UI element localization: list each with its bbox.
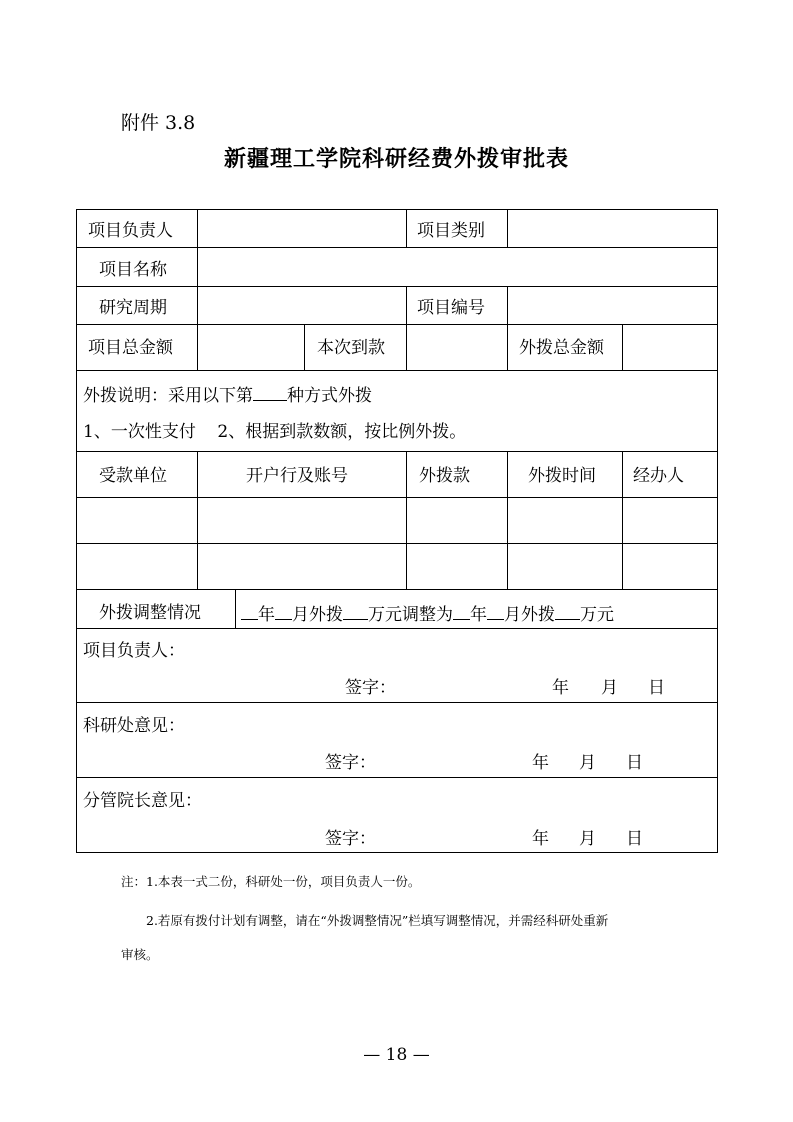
adjust-line	[241, 603, 614, 625]
adjust-to-text: 万元调整为	[368, 605, 453, 625]
project-name-label: 项目名称	[99, 260, 167, 280]
row-divider	[77, 702, 717, 703]
total-amount-label: 项目总金额	[88, 338, 173, 358]
approval-form-table	[76, 209, 718, 853]
research-office-opinion-label: 科研处意见：	[83, 716, 185, 736]
adjust-month-text-2: 月外拨	[504, 605, 555, 625]
research-period-label: 研究周期	[99, 298, 167, 318]
col-divider	[406, 286, 407, 324]
vp-month: 月	[579, 829, 596, 849]
current-arrival-label: 本次到款	[317, 338, 385, 358]
note-line-1: 注：1.本表一式二份，科研处一份，项目负责人一份。	[121, 874, 421, 889]
col-divider	[304, 324, 305, 370]
method-blank[interactable]	[253, 384, 287, 401]
explanation-suffix: 种方式外拨	[287, 386, 372, 406]
note-line-2: 2.若原有拨付计划有调整，请在“外拨调整情况”栏填写调整情况，并需经科研处重新	[146, 913, 609, 928]
row-divider	[77, 324, 717, 325]
col-divider	[406, 210, 407, 247]
payment-options: 1、一次性支付 2、根据到款数额，按比例外拨。	[83, 422, 467, 442]
col-divider	[507, 286, 508, 324]
project-category-label: 项目类别	[417, 221, 485, 241]
row-divider	[77, 497, 717, 498]
adjust-to-month-blank[interactable]	[487, 603, 504, 620]
leader-month: 月	[601, 678, 618, 698]
col-divider	[235, 589, 236, 628]
row-divider	[77, 543, 717, 544]
col-header-date: 外拨时间	[528, 466, 596, 486]
adjust-to-amount-blank[interactable]	[555, 603, 580, 620]
adjust-unit-text: 万元	[580, 605, 614, 625]
row-divider	[77, 286, 717, 287]
research-office-day: 日	[626, 753, 643, 773]
col-divider	[197, 451, 198, 589]
leader-signature-label: 签字：	[345, 678, 396, 698]
col-divider	[622, 451, 623, 589]
col-header-handler: 经办人	[633, 466, 684, 486]
adjust-from-amount-blank[interactable]	[343, 603, 368, 620]
adjust-year-text-2: 年	[470, 605, 487, 625]
explanation-prefix: 外拨说明：采用以下第	[83, 386, 253, 406]
adjust-from-month-blank[interactable]	[275, 603, 292, 620]
row-divider	[77, 628, 717, 629]
col-divider	[406, 451, 407, 589]
attachment-label: 附件 3.8	[121, 112, 196, 134]
form-title: 新疆理工学院科研经费外拨审批表	[223, 146, 569, 172]
adjust-label: 外拨调整情况	[99, 603, 201, 623]
adjust-year-text: 年	[258, 605, 275, 625]
research-office-signature-label: 签字：	[325, 753, 376, 773]
col-divider	[197, 286, 198, 324]
col-header-payee: 受款单位	[99, 466, 167, 486]
leader-year: 年	[552, 678, 569, 698]
vp-day: 日	[626, 829, 643, 849]
adjust-month-text: 月外拨	[292, 605, 343, 625]
col-divider	[197, 210, 198, 247]
col-header-bank-account: 开户行及账号	[246, 466, 348, 486]
row-divider	[77, 777, 717, 778]
total-outgoing-label: 外拨总金额	[519, 338, 604, 358]
adjust-from-year-blank[interactable]	[241, 603, 258, 620]
leader-day: 日	[648, 678, 665, 698]
row-divider	[77, 370, 717, 371]
col-divider	[406, 324, 407, 370]
vp-year: 年	[532, 829, 549, 849]
page-number: — 18 —	[363, 1045, 430, 1065]
col-divider	[507, 210, 508, 247]
vp-opinion-label: 分管院长意见：	[83, 791, 202, 811]
research-office-year: 年	[532, 753, 549, 773]
adjust-to-year-blank[interactable]	[453, 603, 470, 620]
note-line-3: 审核。	[121, 947, 159, 962]
leader-opinion-label: 项目负责人：	[83, 641, 185, 661]
research-office-month: 月	[579, 753, 596, 773]
col-divider	[197, 324, 198, 370]
row-divider	[77, 451, 717, 452]
project-number-label: 项目编号	[417, 298, 485, 318]
col-divider	[507, 324, 508, 370]
project-leader-label: 项目负责人	[88, 221, 173, 241]
col-header-amount: 外拨款	[419, 466, 470, 486]
row-divider	[77, 589, 717, 590]
explanation-line	[83, 384, 372, 406]
col-divider	[507, 451, 508, 589]
col-divider	[197, 247, 198, 286]
row-divider	[77, 247, 717, 248]
col-divider	[622, 324, 623, 370]
vp-signature-label: 签字：	[325, 829, 376, 849]
